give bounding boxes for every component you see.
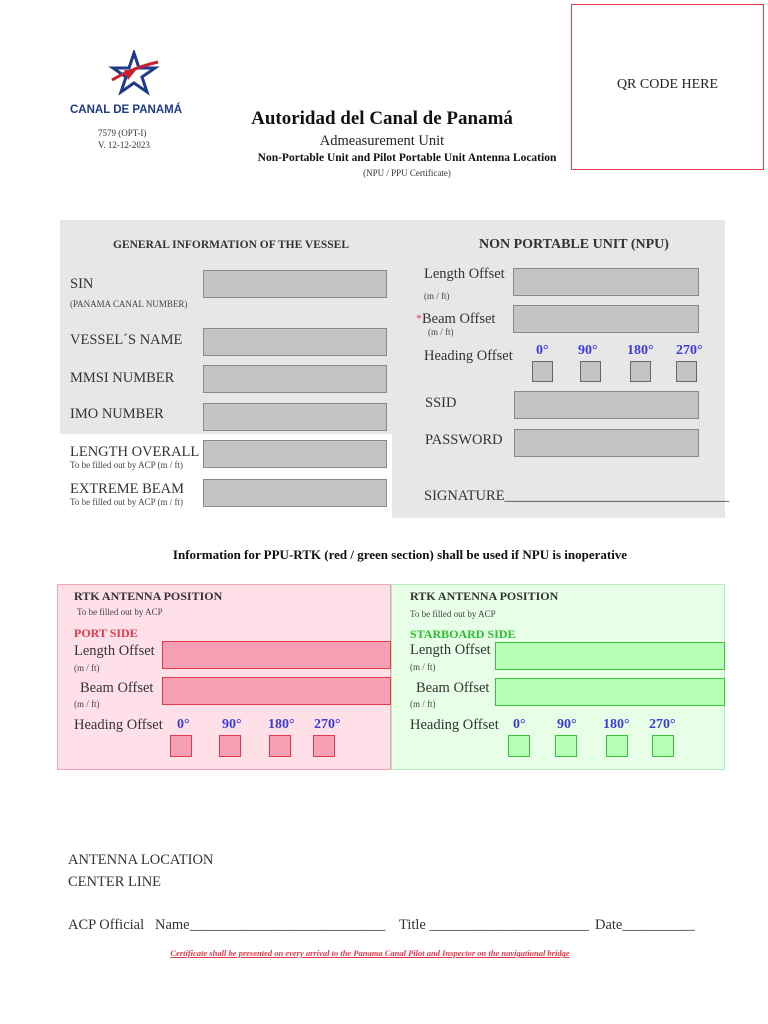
sin-field[interactable] — [203, 270, 387, 298]
npu-beam-offset-field[interactable] — [513, 305, 699, 333]
starboard-degree-90-label: 90° — [557, 717, 577, 732]
npu-heading-90-checkbox[interactable] — [580, 361, 601, 382]
npu-heading-270-checkbox[interactable] — [676, 361, 697, 382]
starboard-beam-offset-label: Beam Offset — [416, 680, 490, 696]
npu-degree-180-label: 180° — [627, 343, 654, 358]
npu-degree-270-label: 270° — [676, 343, 703, 358]
port-heading: RTK ANTENNA POSITION — [74, 589, 223, 603]
npu-degree-90-label: 90° — [578, 343, 598, 358]
center-line-label: CENTER LINE — [68, 874, 162, 890]
starboard-degree-0-label: 0° — [513, 717, 526, 732]
vessel-name-label: VESSEL´S NAME — [70, 332, 183, 348]
npu-heading: NON PORTABLE UNIT (NPU) — [479, 237, 669, 252]
starboard-length-unit: (m / ft) — [410, 662, 436, 672]
starboard-heading: RTK ANTENNA POSITION — [410, 589, 559, 603]
mmsi-field[interactable] — [203, 365, 387, 393]
starboard-degree-270-label: 270° — [649, 717, 676, 732]
certificate-label: (NPU / PPU Certificate) — [363, 168, 451, 178]
port-length-offset-label: Length Offset — [74, 643, 155, 659]
port-heading-270-checkbox[interactable] — [313, 735, 335, 757]
npu-heading-180-checkbox[interactable] — [630, 361, 651, 382]
acp-official-label: ACP Official — [68, 917, 145, 933]
star-logo-icon — [102, 50, 162, 100]
starboard-heading-offset-label: Heading Offset — [410, 717, 499, 733]
extreme-beam-label: EXTREME BEAM — [70, 481, 184, 497]
port-degree-0-label: 0° — [177, 717, 190, 732]
starboard-heading-0-checkbox[interactable] — [508, 735, 530, 757]
form-version: V. 12-12-2023 — [98, 140, 150, 150]
document-subtitle: Non-Portable Unit and Pilot Portable Unit Antenna Location — [257, 152, 557, 164]
general-info-heading: GENERAL INFORMATION OF THE VESSEL — [113, 239, 350, 251]
starboard-heading-90-checkbox[interactable] — [555, 735, 577, 757]
port-sublabel: To be filled out by ACP — [77, 607, 163, 617]
password-label: PASSWORD — [425, 432, 503, 448]
starboard-heading-180-checkbox[interactable] — [606, 735, 628, 757]
npu-degree-0-label: 0° — [536, 343, 549, 358]
general-info-section — [60, 220, 392, 434]
port-beam-offset-label: Beam Offset — [80, 680, 154, 696]
length-overall-sublabel: To be filled out by ACP (m / ft) — [70, 460, 184, 470]
signature-line[interactable]: SIGNATURE_______________________________ — [424, 488, 730, 504]
starboard-beam-unit: (m / ft) — [410, 699, 436, 709]
extreme-beam-field[interactable] — [203, 479, 387, 507]
logo — [66, 50, 191, 122]
port-degree-270-label: 270° — [314, 717, 341, 732]
imo-label: IMO NUMBER — [70, 406, 164, 422]
length-overall-field[interactable] — [203, 440, 387, 468]
imo-field[interactable] — [203, 403, 387, 431]
sin-sublabel: (PANAMA CANAL NUMBER) — [70, 299, 188, 309]
npu-beam-unit: (m / ft) — [428, 327, 454, 337]
mmsi-label: MMSI NUMBER — [70, 370, 175, 386]
starboard-beam-offset-field[interactable] — [495, 678, 725, 706]
sin-label: SIN — [70, 276, 94, 292]
ssid-field[interactable] — [514, 391, 699, 419]
form-code: 7579 (OPT-I) — [98, 128, 147, 138]
npu-beam-required-mark: * — [416, 311, 422, 325]
port-heading-0-checkbox[interactable] — [170, 735, 192, 757]
port-degree-90-label: 90° — [222, 717, 242, 732]
port-degree-180-label: 180° — [268, 717, 295, 732]
qr-placeholder-text: QR CODE HERE — [616, 77, 719, 92]
extreme-beam-sublabel: To be filled out by ACP (m / ft) — [70, 497, 184, 507]
ppu-notice: Information for PPU-RTK (red / green section) shall be used if NPU is inoperative — [172, 547, 628, 562]
starboard-length-offset-field[interactable] — [495, 642, 725, 670]
port-beam-unit: (m / ft) — [74, 699, 100, 709]
starboard-sublabel: To be filled out by ACP — [410, 609, 496, 619]
port-length-unit: (m / ft) — [74, 663, 100, 673]
official-date-line[interactable]: Date__________ — [595, 917, 695, 933]
npu-length-offset-field[interactable] — [513, 268, 699, 296]
npu-length-offset-label: Length Offset — [424, 266, 505, 282]
qr-code-placeholder — [571, 4, 764, 170]
npu-heading-offset-label: Heading Offset — [424, 348, 513, 364]
port-heading-90-checkbox[interactable] — [219, 735, 241, 757]
certificate-footer-note: Certificate shall be presented on every arrival to the Panama Canal Pilot and Inspector on the navigational bridge — [170, 948, 570, 958]
official-name-line[interactable]: Name___________________________ — [155, 917, 386, 933]
port-length-offset-field[interactable] — [162, 641, 391, 669]
starboard-heading-270-checkbox[interactable] — [652, 735, 674, 757]
antenna-location-label: ANTENNA LOCATION — [68, 852, 214, 868]
port-side-label: PORT SIDE — [74, 626, 138, 640]
port-heading-180-checkbox[interactable] — [269, 735, 291, 757]
npu-beam-offset-label: Beam Offset — [422, 311, 496, 327]
starboard-length-offset-label: Length Offset — [410, 642, 491, 658]
ssid-label: SSID — [425, 395, 457, 411]
npu-heading-0-checkbox[interactable] — [532, 361, 553, 382]
page-title: Autoridad del Canal de Panamá — [251, 108, 513, 129]
vessel-name-field[interactable] — [203, 328, 387, 356]
unit-subtitle: Admeasurement Unit — [319, 133, 445, 149]
password-field[interactable] — [514, 429, 699, 457]
logo-text: CANAL DE PANAMÁ — [70, 104, 183, 116]
starboard-degree-180-label: 180° — [603, 717, 630, 732]
port-heading-offset-label: Heading Offset — [74, 717, 163, 733]
npu-length-unit: (m / ft) — [424, 291, 450, 301]
starboard-side-label: STARBOARD SIDE — [410, 627, 516, 641]
official-title-line[interactable]: Title ______________________ — [399, 917, 589, 933]
length-overall-label: LENGTH OVERALL — [70, 444, 200, 460]
port-beam-offset-field[interactable] — [162, 677, 391, 705]
